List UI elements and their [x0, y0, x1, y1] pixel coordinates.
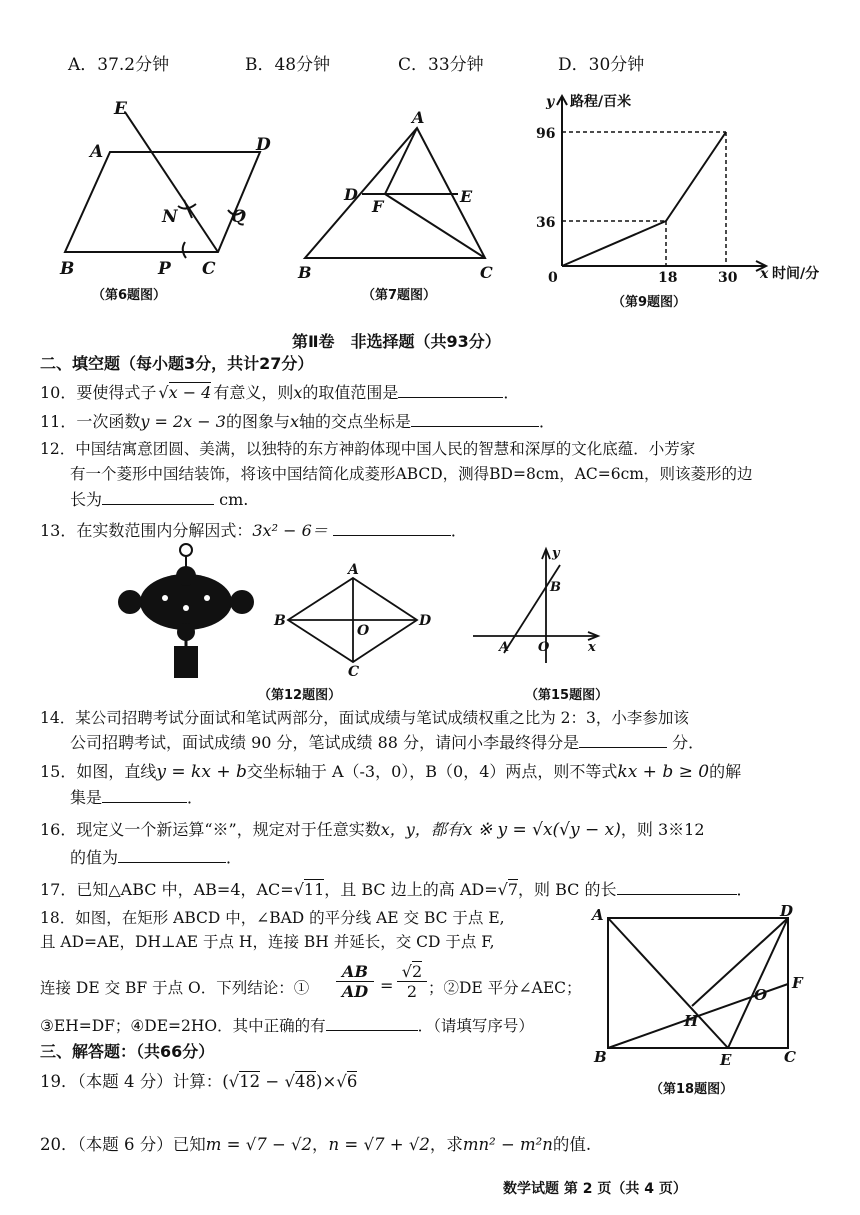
- fig9-xtick-18: 18: [658, 270, 678, 286]
- fig18-label-d: D: [780, 902, 794, 920]
- question-13: 13．在实数范围内分解因式：3x² − 6＝ ．: [40, 521, 467, 540]
- fig12-label-d: D: [419, 613, 432, 629]
- fig15-label-y: y: [552, 546, 560, 561]
- fig7-label-d: D: [344, 185, 358, 204]
- figure-6-parallelogram: [50, 92, 290, 277]
- fig18-label-b: B: [594, 1048, 607, 1066]
- question-15-line2: 集是 ．: [70, 788, 204, 807]
- q18-fraction-sqrt2-2: √2 2: [397, 962, 427, 1001]
- part2-title: 二、填空题（每小题3分，共计27分）: [40, 354, 314, 373]
- fig6-label-d: D: [256, 135, 271, 155]
- fig7-label-c: C: [480, 263, 493, 282]
- fig18-label-e: E: [720, 1051, 732, 1069]
- fig6-label-p: P: [158, 259, 171, 277]
- fig15-caption: （第15题图）: [525, 688, 609, 703]
- fig7-label-f: F: [372, 197, 384, 216]
- option-d: D．30分钟: [558, 55, 645, 75]
- section2-title: 第Ⅱ卷 非选择题（共93分）: [292, 332, 501, 351]
- question-15-line1: 15．如图，直线y = kx + b交坐标轴于 A（-3，0），B（0，4）两点，则不等式kx + b ≥ 0的解: [40, 762, 742, 782]
- fig7-label-a: A: [412, 108, 425, 127]
- fig12-label-b: B: [274, 613, 286, 629]
- fig15-label-o: O: [538, 640, 550, 655]
- question-16-line1: 16．现定义一个新运算“※”，规定对于任意实数x，y，都有x ※ y = √x(√y − x)，则 3※12: [40, 820, 705, 840]
- fig18-label-a: A: [592, 906, 604, 924]
- question-18-line1: 18．如图，在矩形 ABCD 中，∠BAD 的平分线 AE 交 BC 于点 E,: [40, 909, 505, 927]
- question-17: 17．已知△ABC 中，AB=4，AC=√11，且 BC 边上的高 AD=√7，则 BC 的长 ．: [40, 880, 753, 899]
- question-18-line2: 且 AD=AE，DH⊥AE 于点 H，连接 BH 并延长，交 CD 于点 F,: [40, 933, 495, 951]
- fig6-label-n: N: [162, 207, 178, 227]
- fig7-caption: （第7题图）: [362, 288, 437, 303]
- fig6-caption: （第6题图）: [92, 288, 167, 303]
- question-12-line1: 12．中国结寓意团圆、美满，以独特的东方神韵体现中国人民的智慧和深厚的文化底蕴．小芳家: [40, 440, 696, 458]
- fig9-ytick-96: 96: [536, 126, 556, 142]
- option-c: C．33分钟: [398, 55, 484, 75]
- page-footer: 数学试题 第 2 页（共 4 页）: [503, 1181, 687, 1197]
- fig12-label-c: C: [348, 664, 360, 680]
- question-18-line3: 连接 DE 交 BF 于点 O．下列结论：①: [40, 979, 310, 997]
- fig7-label-b: B: [298, 263, 312, 282]
- figure-9-graph: [530, 88, 845, 288]
- option-a: A．37.2分钟: [68, 55, 170, 75]
- fig9-origin: 0: [548, 270, 558, 286]
- question-14-line2: 公司招聘考试，面试成绩 90 分，笔试成绩 88 分，请问小李最终得分是 分．: [70, 733, 705, 752]
- question-20: 20．（本题 6 分）已知m = √7 − √2，n = √7 + √2，求mn² − m²n的值.: [40, 1135, 592, 1154]
- question-14-line1: 14．某公司招聘考试分面试和笔试两部分，面试成绩与笔试成绩权重之比为 2：3，小李参加该: [40, 709, 689, 727]
- fig6-label-e: E: [114, 99, 127, 119]
- q18-equals: =: [380, 976, 394, 995]
- fig18-label-h: H: [684, 1012, 699, 1030]
- fig9-xlabel: 时间/分: [772, 266, 820, 282]
- figure-12: [110, 540, 440, 685]
- fig7-label-e: E: [460, 187, 473, 206]
- fig6-label-b: B: [60, 259, 75, 277]
- fig18-caption: （第18题图）: [650, 1082, 734, 1097]
- figure-18-rectangle: [588, 902, 808, 1072]
- fig15-label-b: B: [550, 580, 561, 595]
- fig12-caption: （第12题图）: [258, 688, 342, 703]
- fig18-label-f: F: [792, 974, 803, 992]
- fig18-label-o: O: [754, 986, 768, 1004]
- question-18-line3b: ；②DE 平分∠AEC；: [428, 979, 582, 997]
- fig6-label-q: Q: [231, 207, 246, 227]
- question-12-line3: 长为 cm.: [70, 490, 249, 509]
- fig6-label-c: C: [202, 259, 216, 277]
- fig9-ylabel: 路程/百米: [570, 94, 632, 110]
- q18-fraction-ab-ad: AB AD: [336, 962, 374, 1001]
- fig9-y: y: [546, 94, 555, 110]
- question-16-line2: 的值为 ．: [70, 848, 243, 867]
- fig9-x: x: [760, 266, 769, 282]
- question-18-line4: ③EH=DF；④DE=2HO．其中正确的有 ．（请填写序号）: [40, 1014, 534, 1038]
- part3-title: 三、解答题：（共66分）: [40, 1042, 215, 1061]
- question-11: 11．一次函数y = 2x − 3的图象与x轴的交点坐标是 ．: [40, 412, 556, 431]
- fig6-label-a: A: [90, 142, 104, 162]
- chinese-knot-image: [118, 544, 254, 678]
- question-10: 10．要使得式子 √x − 4 有意义，则x的取值范围是 ．: [40, 383, 520, 402]
- fig9-xtick-30: 30: [718, 270, 738, 286]
- fig9-ytick-36: 36: [536, 215, 556, 231]
- question-12-line2: 有一个菱形中国结装饰，将该中国结简化成菱形ABCD，测得BD=8cm，AC=6cm，则该菱形的边: [70, 465, 753, 483]
- question-19: 19．（本题 4 分）计算：(√12 − √48)×√6: [40, 1072, 358, 1091]
- option-b: B．48分钟: [245, 55, 331, 75]
- fig15-label-x: x: [588, 640, 596, 655]
- figure-7-triangle: [290, 108, 510, 283]
- fig9-caption: （第9题图）: [612, 295, 687, 310]
- fig12-label-o: O: [357, 623, 370, 639]
- figure-15: [468, 543, 603, 668]
- fig18-label-c: C: [784, 1048, 796, 1066]
- fig15-label-a: A: [499, 640, 510, 655]
- fig12-label-a: A: [348, 562, 359, 578]
